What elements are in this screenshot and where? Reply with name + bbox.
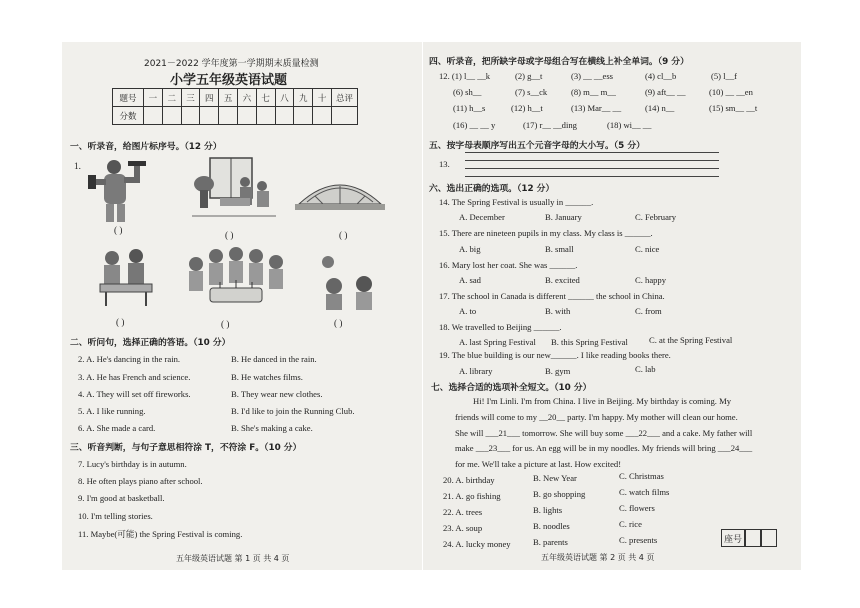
option-a[interactable]: 4. A. They will set off fireworks. [78,389,191,399]
picture-stadium [295,172,385,216]
option-c[interactable]: C. happy [635,275,667,285]
option-b[interactable]: B. go shopping [533,489,586,499]
option-c[interactable]: C. watch films [619,487,670,497]
option-a[interactable]: 3. A. He has French and science. [78,372,191,382]
option-a[interactable]: A. to [459,306,477,316]
left-page [62,42,422,570]
score-cell: 一 [144,89,163,107]
option-a[interactable]: A. December [459,212,505,222]
writing-line[interactable] [465,176,719,177]
spelling-item[interactable]: (3) __ __ess [571,71,614,81]
picture-birthday-party [180,246,290,314]
option-b[interactable]: B. noodles [533,521,570,531]
option-b[interactable]: B. They wear new clothes. [231,389,323,399]
option-c[interactable]: C. Christmas [619,471,664,481]
spelling-item[interactable]: (6) sh__ [453,87,482,97]
option-c[interactable]: C. rice [619,519,642,529]
passage-line: Hi! I'm Linli. I'm from China. I live in Beijing. My birthday is coming. My [473,396,732,406]
option-a[interactable]: A. last Spring Festival [459,337,536,347]
option-c[interactable]: C. presents [619,535,658,545]
option-b[interactable]: B. gym [545,366,571,376]
page-footer: 五年级英语试题 第 1 页 共 4 页 [176,554,290,563]
question: 18. We travelled to Beijing ______. [439,322,562,332]
score-table [112,88,358,125]
spelling-item[interactable]: (4) cl__b [645,71,677,81]
writing-line[interactable] [465,160,719,161]
score-cell[interactable] [256,107,275,125]
judge-item: 7. Lucy's birthday is in autumn. [78,459,187,469]
option-b[interactable]: B. He danced in the rain. [231,354,317,364]
spelling-item[interactable]: (9) aft__ __ [645,87,686,97]
judge-item: 8. He often plays piano after school. [78,476,203,486]
picture-weightlifter [84,155,152,223]
score-cell[interactable] [162,107,181,125]
option-a[interactable]: 23. A. soup [443,523,483,533]
spelling-item[interactable]: (7) s__ck [515,87,548,97]
answer-paren[interactable]: ( ) [225,230,234,240]
option-c[interactable]: C. flowers [619,503,655,513]
answer-paren[interactable]: ( ) [339,230,348,240]
passage-line: She will ___21___ tomorrow. She will buy some ___22___ and a cake. My father will [455,428,753,438]
option-c[interactable]: C. nice [635,244,660,254]
option-a[interactable]: A. sad [459,275,481,285]
option-a[interactable]: 24. A. lucky money [443,539,511,549]
section3-heading: 三、听音判断，与句子意思相符涂 T，不符涂 F。（10 分） [70,443,302,453]
seat-cell[interactable] [745,529,761,547]
question: 15. There are nineteen pupils in my class. My class is ______. [439,228,653,238]
spelling-item[interactable]: (2) g__t [515,71,543,81]
judge-item: 11. Maybe(可能) the Spring Festival is coming. [78,529,243,539]
score-cell: 三 [181,89,200,107]
score-cell: 六 [237,89,256,107]
score-cell[interactable] [237,107,256,125]
score-cell[interactable] [331,107,357,125]
option-c[interactable]: C. lab [635,364,656,374]
answer-paren[interactable]: ( ) [221,319,230,329]
option-a[interactable]: 5. A. I like running. [78,406,146,416]
seat-cell[interactable] [761,529,777,547]
page-footer: 五年级英语试题 第 2 页 共 4 页 [541,553,655,562]
section1-heading: 一、听录音，给图片标序号。（12 分） [70,142,222,152]
score-cell: 九 [294,89,313,107]
option-c[interactable]: C. at the Spring Festival [649,335,733,345]
option-a[interactable]: A. big [459,244,481,254]
passage-line: make ___23___ for us. An egg will be in my noodles. My friends will bring ___24___ [455,443,753,453]
section5-heading: 五、按字母表顺序写出五个元音字母的大小写。（5 分） [429,141,645,151]
option-a[interactable]: 2. A. He's dancing in the rain. [78,354,181,364]
spelling-item[interactable]: (14) n__ [645,103,675,113]
option-b[interactable]: B. with [545,306,571,316]
spelling-item[interactable]: (15) sm__ __t [709,103,758,113]
score-cell[interactable] [294,107,313,125]
writing-line[interactable] [465,152,719,153]
seat-number-box [721,529,777,547]
section5-number: 13. [439,159,450,169]
picture-family-room [190,154,278,220]
answer-paren[interactable]: ( ) [116,317,125,327]
option-c[interactable]: C. from [635,306,662,316]
spelling-item[interactable]: (10) __ __en [709,87,753,97]
score-cell[interactable] [313,107,332,125]
spelling-item[interactable]: (18) wi__ __ [607,120,652,130]
picture-two-children [312,254,388,314]
section6-heading: 六、选出正确的选项。（12 分） [429,184,555,194]
score-cell: 题号 [113,89,144,107]
score-cell: 十 [313,89,332,107]
option-a[interactable]: 20. A. birthday [443,475,495,485]
seat-label: 座号 [721,529,745,547]
judge-item: 9. I'm good at basketball. [78,493,165,503]
option-a[interactable]: 22. A. trees [443,507,483,517]
answer-paren[interactable]: ( ) [334,318,343,328]
score-cell: 四 [200,89,219,107]
option-b[interactable]: B. I'd like to join the Running Club. [231,406,355,416]
passage-line: for me. We'll take a picture at last. How excited! [455,459,622,469]
option-c[interactable]: C. February [635,212,677,222]
score-cell[interactable] [219,107,238,125]
spelling-item[interactable]: (12) h__t [511,103,543,113]
score-cell: 总评 [331,89,357,107]
score-cell: 八 [275,89,294,107]
section7-heading: 七、选择合适的选项补全短文。（10 分） [431,383,592,393]
option-b[interactable]: B. parents [533,537,568,547]
question: 14. The Spring Festival is usually in ______. [439,197,594,207]
exam-title: 小学五年级英语试题 [170,73,288,88]
spelling-item[interactable]: (11) h__s [453,103,486,113]
spelling-item[interactable]: (8) m__ m__ [571,87,616,97]
spelling-item[interactable]: (16) __ __ y [453,120,496,130]
score-cell[interactable] [144,107,163,125]
score-cell: 二 [162,89,181,107]
picture-kids-playing [94,244,158,310]
score-cell[interactable] [275,107,294,125]
spelling-item[interactable]: (17) r__ __ding [523,120,577,130]
score-cell: 分数 [113,107,144,125]
option-b[interactable]: B. lights [533,505,563,515]
score-cell[interactable] [181,107,200,125]
option-b[interactable]: B. She's making a cake. [231,423,313,433]
score-cell[interactable] [200,107,219,125]
judge-item: 10. I'm telling stories. [78,511,153,521]
option-b[interactable]: B. this Spring Festival [551,337,628,347]
score-cell: 五 [219,89,238,107]
right-page [423,42,801,570]
option-a[interactable]: A. library [459,366,493,376]
option-a[interactable]: 21. A. go fishing [443,491,501,501]
option-b[interactable]: B. small [545,244,574,254]
section1-number: 1. [74,161,81,171]
score-cell: 七 [256,89,275,107]
question: 16. Mary lost her coat. She was ______. [439,260,578,270]
option-b[interactable]: B. He watches films. [231,372,303,382]
option-b[interactable]: B. New Year [533,473,577,483]
spelling-item[interactable]: 12. (1) l__ __k [439,71,491,81]
section4-heading: 四、听录音，把所缺字母或字母组合写在横线上补全单词。（9 分） [429,57,689,67]
spelling-item[interactable]: (5) l__f [711,71,738,81]
question: 17. The school in Canada is different ______ the school in China. [439,291,665,301]
passage-line: friends will come to my __20__ party. I'm happy. My mother will clean our home. [455,412,738,422]
option-b[interactable]: B. excited [545,275,580,285]
question: 19. The blue building is our new______. I like reading books there. [439,350,671,360]
exam-header: 2021－2022 学年度第一学期期末质量检测 [144,59,319,69]
answer-paren[interactable]: ( ) [114,225,123,235]
writing-line[interactable] [465,168,719,169]
option-a[interactable]: 6. A. She made a card. [78,423,156,433]
option-b[interactable]: B. January [545,212,582,222]
section2-heading: 二、听问句，选择正确的答语。（10 分） [70,338,231,348]
spelling-item[interactable]: (13) Mar__ __ [571,103,622,113]
